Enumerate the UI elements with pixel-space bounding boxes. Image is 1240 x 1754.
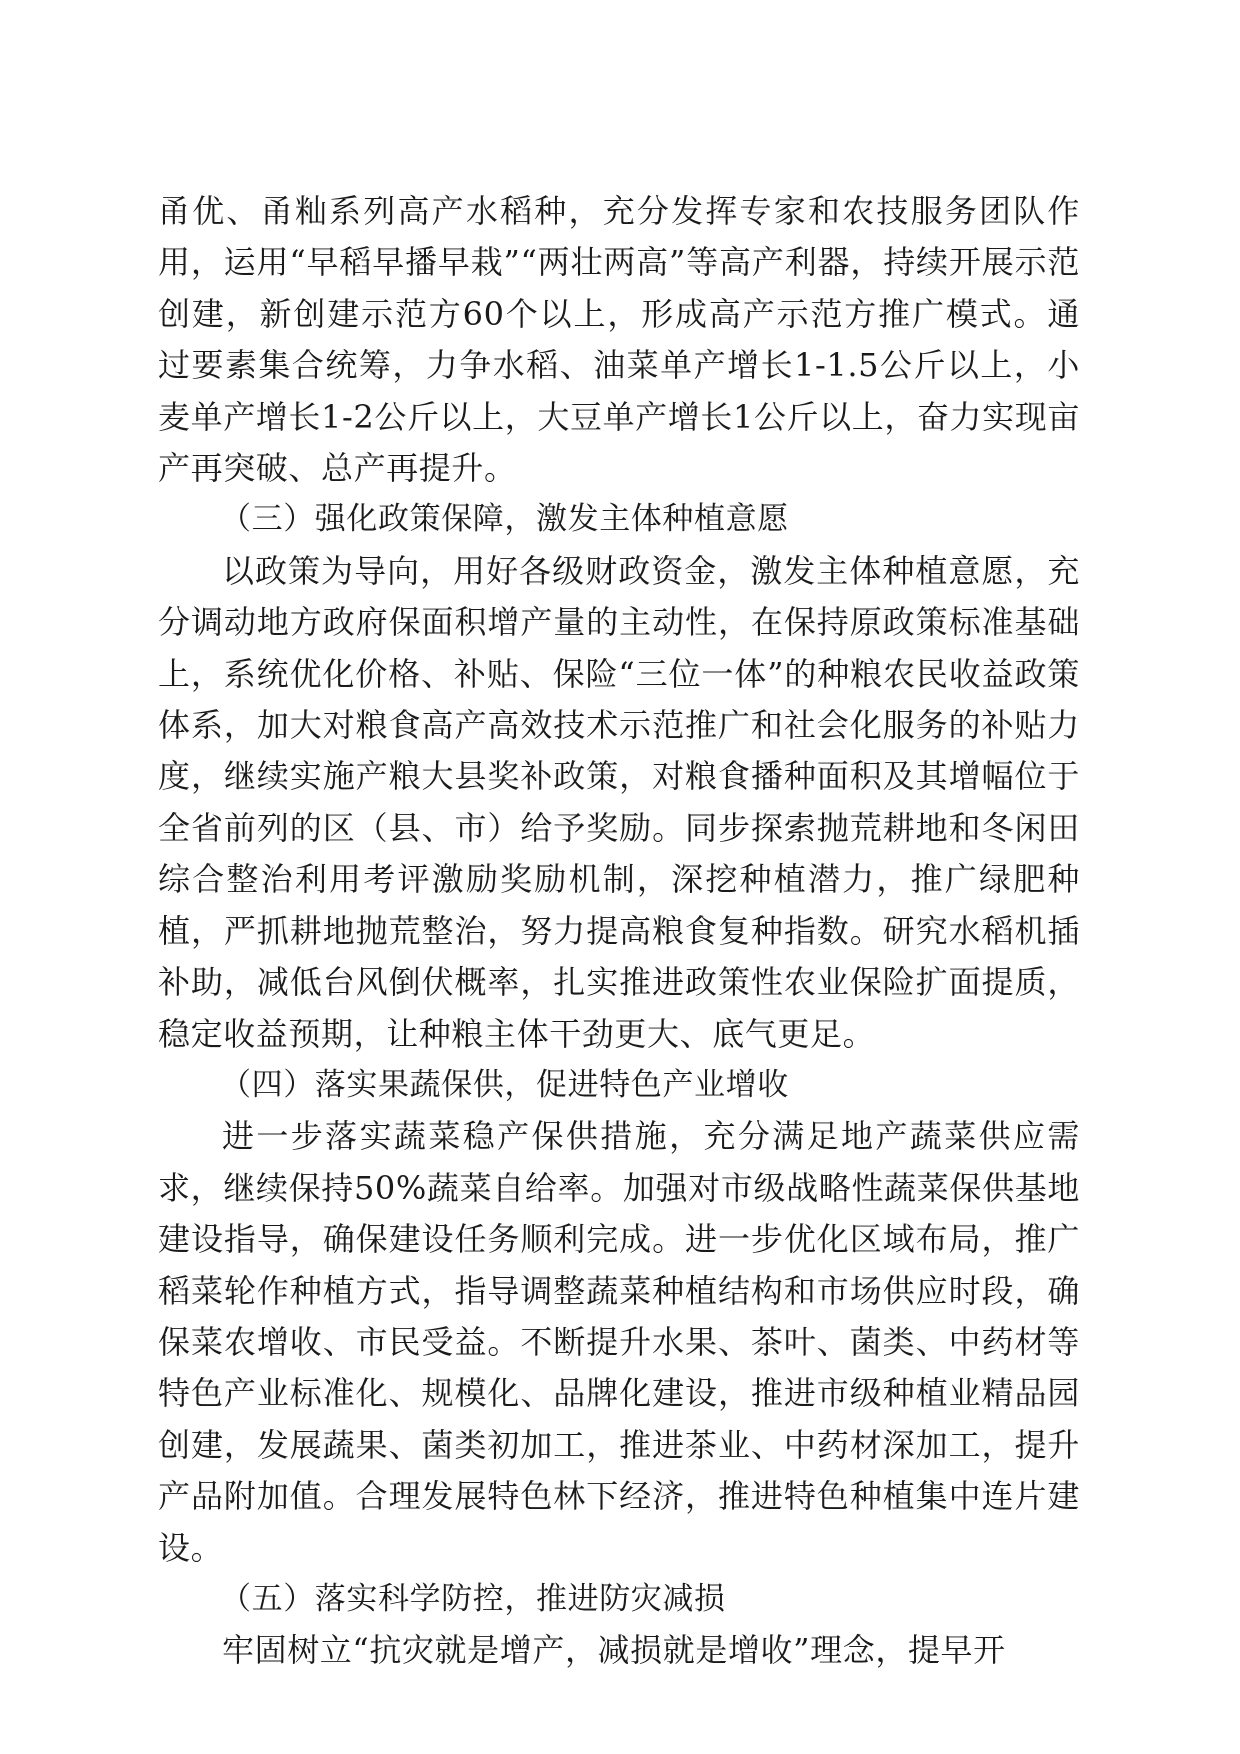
document-page [158, 186, 1080, 1677]
section-heading-4: （四）落实果蔬保供，促进特色产业增收 [220, 1066, 789, 1103]
paragraph-section-4: 进一步落实蔬菜稳产保供措施，充分满足地产蔬菜供应需求，继续保持50%蔬菜自给率。加强对市级战略性蔬菜保供基地建设指导，确保建设任务顺利完成。进一步优化区域布局，推广稻菜轮作种植方式，指导调整蔬菜种植结构和市场供应时段，确保菜农增收、市民受益。不断提升水果、茶叶、菌类、中药材等特色产业标准化、规模化、品牌化建设，推进市级种植业精品园创建，发展蔬果、菌类初加工，推进茶业、中药材深加工，提升产品附加值。合理发展特色林下经济，推进特色种植集中连片建设。 [158, 1117, 1080, 1567]
section-heading-3: （三）强化政策保障，激发主体种植意愿 [220, 501, 789, 538]
section-heading-5: （五）落实科学防控，推进防灾减损 [220, 1580, 726, 1617]
paragraph-section-3: 以政策为导向，用好各级财政资金，激发主体种植意愿，充分调动地方政府保面积增产量的主动性，在保持原政策标准基础上，系统优化价格、补贴、保险“三位一体”的种粮农民收益政策体系，加大对粮食高产高效技术示范推广和社会化服务的补贴力度，继续实施产粮大县奖补政策，对粮食播种面积及其增幅位于全省前列的区（县、市）给予奖励。同步探索抛荒耕地和冬闲田综合整治利用考评激励奖励机制，深挖种植潜力，推广绿肥种植，严抓耕地抛荒整治，努力提高粮食复种指数。研究水稻机插补助，减低台风倒伏概率，扎实推进政策性农业保险扩面提质，稳定收益预期，让种粮主体干劲更大、底气更足。 [158, 551, 1080, 1053]
paragraph-section-5: 牢固树立“抗灾就是增产，减损就是增收”理念，提早开 [222, 1631, 1006, 1670]
paragraph-continuation: 甬优、甬籼系列高产水稻种，充分发挥专家和农技服务团队作用，运用“早稻早播早栽”“两壮两高”等高产利器，持续开展示范创建，新创建示范方60个以上，形成高产示范方推广模式。通过要素集合统筹，力争水稻、油菜单产增长1-1.5公斤以上，小麦单产增长1-2公斤以上，大豆单产增长1公斤以上，奋力实现亩产再突破、总产再提升。 [158, 192, 1080, 488]
